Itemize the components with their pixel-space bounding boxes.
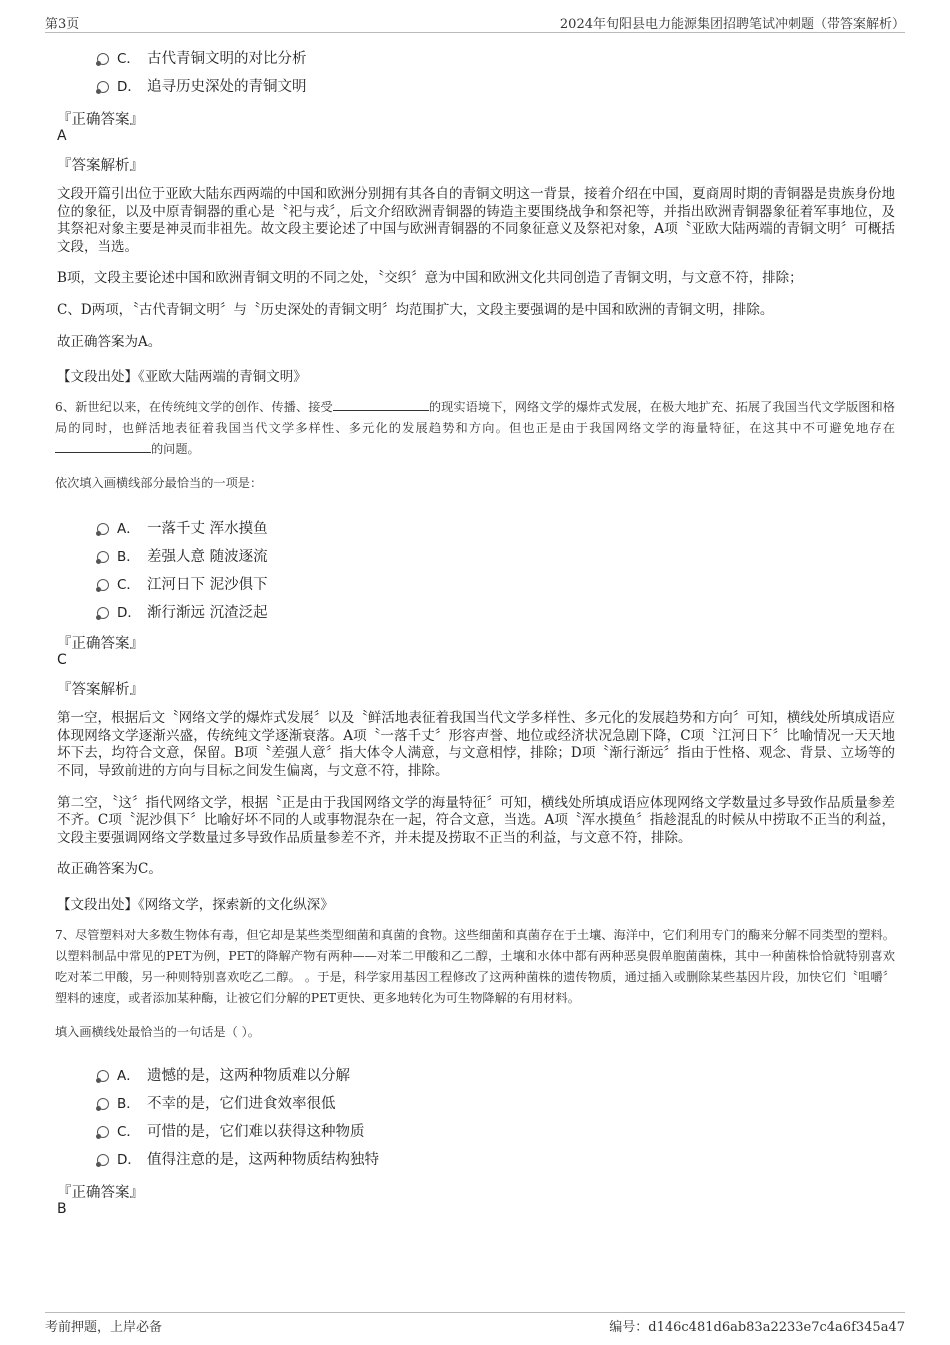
page-header [45, 12, 905, 33]
q6-option-b[interactable]: B． 差强人意 随波逐流 [97, 542, 895, 570]
q6-source: 【文段出处】《网络文学，探索新的文化纵深》 [57, 896, 334, 913]
q7-prompt: 填入画横线处最恰当的一句话是（ ）。 [55, 1024, 260, 1039]
q6-prompt: 依次填入画横线部分最恰当的一项是： [55, 476, 263, 491]
q5-analysis-4: 故正确答案为A。 [57, 333, 162, 350]
q6-option-a[interactable]: A． 一落千丈 浑水摸鱼 [97, 514, 895, 542]
fill-blank-line [333, 398, 429, 411]
q5-option-d[interactable]: D． 追寻历史深处的青铜文明 [97, 72, 895, 100]
q6-answer-label: 『正确答案』 [57, 636, 144, 653]
radio-button-icon[interactable] [97, 1154, 109, 1166]
q6-analysis-1: 第一空，根据后文〝网络文学的爆炸式发展〞以及〝鲜活地表征着我国当代文学多样性、多元化的发展趋势和方向〞可知，横线处所填成语应体现网络文学逐渐兴盛，传统纯文学逐渐衰落。A项〝一落千丈〞形容声誉、地位或经济状况急剧下降，C项〝江河日下〞比喻情况一天天地坏下去，均符合文意，保留。B项〝差强人意〞指大体令人满意，与文意相悖，排除；D项〝渐行渐远〞指由于性格、观念、背景、立场等的不同，导致前进的方向与目标之间发生偏离，与文意不符，排除。 [57, 710, 895, 779]
radio-button-icon[interactable] [97, 81, 109, 93]
radio-button-icon[interactable] [97, 523, 109, 535]
q7-options [57, 1061, 895, 1173]
q7-option-a[interactable]: A． 遗憾的是，这两种物质难以分解 [97, 1061, 895, 1089]
q7-answer-label: 『正确答案』 [57, 1184, 144, 1201]
q7-answer: B [57, 1200, 67, 1217]
footer-slogan: 考前押题，上岸必备 [45, 1320, 163, 1335]
q5-analysis-1: 文段开篇引出位于亚欧大陆东西两端的中国和欧洲分别拥有其各自的青铜文明这一背景，接着介绍在中国，夏商周时期的青铜器是贵族身份地位的象征，以及中原青铜器的重心是〝祀与戎〞，后文介绍欧洲青铜器的铸造主要围绕战争和祭祀等，并指出欧洲青铜器象征着军事地位，及其祭祀对象主要是神灵而非祖先。故文段主要论述了中国与欧洲青铜器的不同象征意义及祭祀对象，A项〝亚欧大陆两端的青铜文明〞可概括文段，当选。 [57, 186, 895, 255]
q5-options [57, 44, 895, 100]
radio-button-icon[interactable] [97, 53, 109, 65]
radio-button-icon[interactable] [97, 1070, 109, 1082]
q6-question: 6、新世纪以来，在传统纯文学的创作、传播、接受 的现实语境下，网络文学的爆炸式发展，在极大地扩充、拓展了我国当代文学版图和格局的同时，也鲜活地表征着我国当代文学多样性、多元化的发展趋势和方向。但也正是由于我国网络文学的海量特征，在这其中不可避免地存在的问题。 [55, 400, 895, 457]
q5-answer: A [57, 128, 67, 144]
q5-source: 【文段出处】《亚欧大陆两端的青铜文明》 [57, 369, 307, 386]
q6-analysis-2: 第二空，〝这〞指代网络文学，根据〝正是由于我国网络文学的海量特征〞可知，横线处所填成语应体现网络文学数量过多导致作品质量参差不齐。C项〝泥沙俱下〞比喻好坏不同的人或事物混杂在一起，符合文意，当选。A项〝浑水摸鱼〞指趁混乱的时候从中捞取不正当的利益，文段主要强调网络文学数量过多导致作品质量参差不齐，并未提及捞取不正当的利益，与文意不符，排除。 [57, 794, 895, 846]
q6-option-d[interactable]: D． 渐行渐远 沉渣泛起 [97, 598, 895, 626]
radio-button-icon[interactable] [97, 579, 109, 591]
radio-button-icon[interactable] [97, 551, 109, 563]
q7-option-b[interactable]: B． 不幸的是，它们进食效率很低 [97, 1089, 895, 1117]
radio-button-icon[interactable] [97, 1126, 109, 1138]
page-number: 第3页 [45, 17, 80, 32]
q6-option-c[interactable]: C． 江河日下 泥沙俱下 [97, 570, 895, 598]
q6-answer: C [57, 652, 67, 669]
radio-button-icon[interactable] [97, 607, 109, 619]
page-footer [45, 1312, 905, 1335]
radio-button-icon[interactable] [97, 1098, 109, 1110]
q5-analysis-3: C、D两项，〝古代青铜文明〞与〝历史深处的青铜文明〞均范围扩大，文段主要强调的是中国和欧洲的青铜文明，排除。 [57, 301, 774, 318]
q5-analysis-2: B项，文段主要论述中国和欧洲青铜文明的不同之处，〝交织〞意为中国和欧洲文化共同创造了青铜文明，与文意不符，排除； [57, 270, 803, 287]
q6-options [57, 514, 895, 626]
q5-option-c[interactable]: C． 古代青铜文明的对比分析 [97, 44, 895, 72]
q7-option-d[interactable]: D． 值得注意的是，这两种物质结构独特 [97, 1145, 895, 1173]
q6-analysis-3: 故正确答案为C。 [57, 861, 162, 878]
q7-option-c[interactable]: C． 可惜的是，它们难以获得这种物质 [97, 1117, 895, 1145]
document-content [57, 44, 895, 1221]
fill-blank-line [55, 440, 151, 453]
document-id: 编号：d146c481d6ab83a2233e7c4a6f345a47 [609, 1320, 905, 1335]
q6-analysis-label: 『答案解析』 [57, 682, 144, 699]
q5-analysis-label: 『答案解析』 [57, 158, 144, 174]
q5-answer-label: 『正确答案』 [57, 112, 144, 128]
q7-question: 7、尽管塑料对大多数生物体有毒，但它却是某些类型细菌和真菌的食物。这些细菌和真菌存在于土壤、海洋中，它们利用专门的酶来分解不同类型的塑料。以塑料制品中常见的PET为例，PET的降解产物有两种——对苯二甲酸和乙二醇，土壤和水体中都有两种恶臭假单胞菌菌株，其中一种菌株恰恰就特别喜欢吃对苯二甲酸，另一种则特别喜欢吃乙二醇。 。于是，科学家用基因工程修改了这两种菌株的遗传物质，通过插入或删除某些基因片段，加快它们〝咀嚼〞塑料的速度，或者添加某种酶，让被它们分解的PET更快、更多地转化为可生物降解的有用材料。 [55, 927, 895, 1005]
document-title: 2024年旬阳县电力能源集团招聘笔试冲刺题（带答案解析） [559, 17, 905, 32]
